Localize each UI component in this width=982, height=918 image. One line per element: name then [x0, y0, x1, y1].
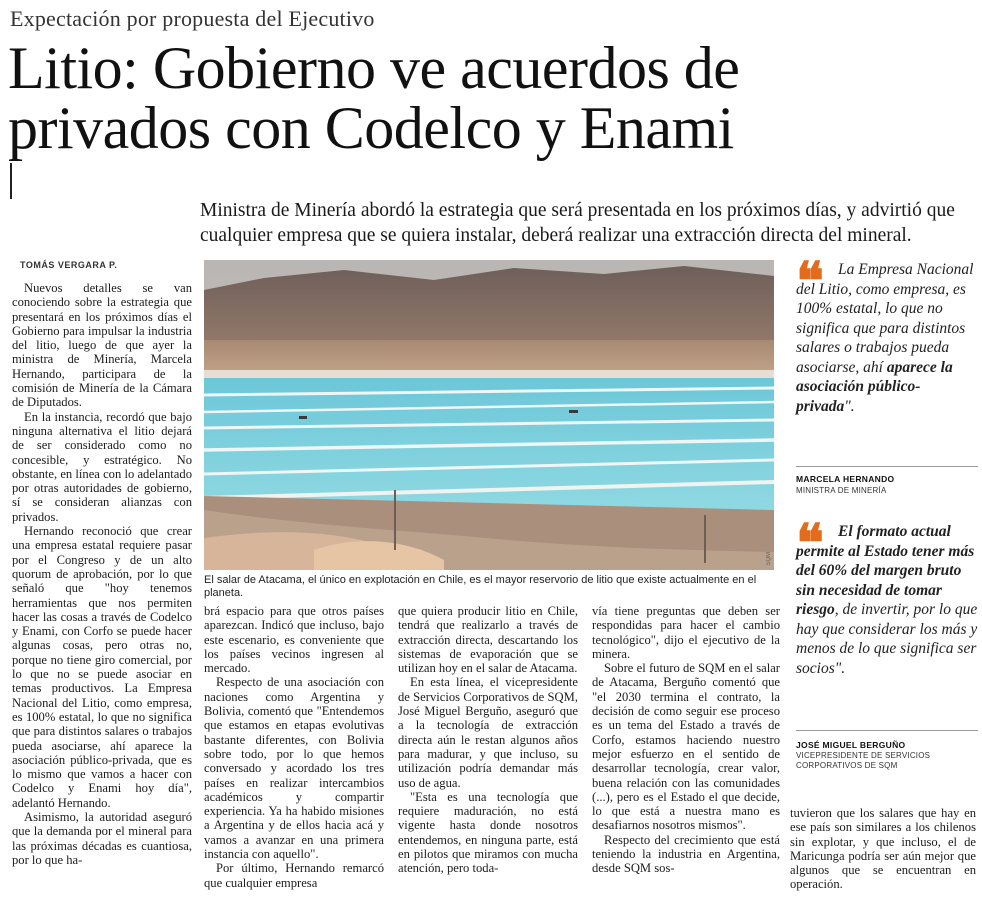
paragraph: En la instancia, recordó que bajo ninguna alternativa el litio dejará de ser considerado como no concesible, y estratégico. No obstante, en línea con lo adelantado por otras autoridades de gobierno, sí se consideran alianzas con privados.: [12, 409, 192, 524]
paragraph: Por último, Hernando remarcó que cualquier empresa: [204, 861, 384, 890]
photo-credit: SQM: [766, 552, 772, 566]
paragraph: En esta línea, el vicepresidente de Servicios Corporativos de SQM, José Miguel Berguño, aseguró que a la tecnología de extracción directa aún le restan algunos años para madurar, y que incluso, su utilización podría demandar más uso de agua.: [398, 675, 578, 790]
paragraph: Hernando reconoció que crear una empresa estatal requiere pasar por el Congreso y de un alto quorum de aprobación, por lo que señaló que "hoy tenemos herramientas que nos permiten hacer las cosas a través de Codelco y Enami, con Corfo se puede hacer algunas cosas, pero otras no, porque no tiene giro comercial, por lo que no se puede asociar en temas productivos. La Empresa Nacional del Litio, como empresa, es 100% estatal, lo que no significa que para distintos salares o trabajos pueda asociarse, ahí aparece la asociación público-privada, que es lo mismo que vamos a hacer con Codelco y Enami hoy día", adelantó Hernando.: [12, 524, 192, 810]
photo-caption: El salar de Atacama, el único en explotación en Chile, es el mayor reservorio de litio que existe actualmente en el planeta.: [204, 574, 757, 599]
quote-attribution-name: JOSÉ MIGUEL BERGUÑO: [796, 740, 906, 750]
quote-mark-icon: ❝: [796, 513, 824, 574]
body-column-5: [790, 806, 976, 892]
quote-text-end: ".: [844, 397, 855, 415]
quote-text-part: , de invertir, por lo que hay que considerar los más y menos de lo que significa ser socios: [796, 601, 978, 677]
body-column-2: [204, 604, 384, 890]
salar-de-atacama-image: [204, 260, 774, 570]
quote-attribution-role-line-1: VICEPRESIDENTE DE SERVICIOS: [796, 751, 931, 760]
headline-line-2: privados con Codelco y Enami: [8, 95, 734, 161]
headline-accent-rule: [10, 163, 12, 199]
quote-attribution-name: MARCELA HERNANDO: [796, 474, 895, 484]
article-headline: [8, 35, 908, 161]
quote-text-emphasis: El formato actual permite al Estado tener más del 60% del margen bruto sin necesidad de tomar riesgo: [796, 523, 975, 618]
pull-quote-1: [796, 251, 978, 416]
paragraph: tuvieron que los salares que hay en ese país son similares a los chilenos sin explotar, y que incluso, el de Maricunga podría ser aún mejor que algunos que se encuentran en operación.: [790, 806, 976, 892]
byline: TOMÁS VERGARA P.: [20, 260, 118, 270]
headline-line-1: Litio: Gobierno ve acuerdos de: [8, 35, 740, 101]
article-photo: [204, 260, 774, 570]
quote-attribution-role-line-2: CORPORATIVOS DE SQM: [796, 761, 898, 770]
quote-attribution-role: MINISTRA DE MINERÍA: [796, 486, 887, 495]
paragraph: Respecto del crecimiento que está teniendo la industria en Argentina, desde SQM sos-: [592, 832, 780, 876]
quote-divider: [796, 466, 978, 467]
paragraph: Respecto de una asociación con naciones como Argentina y Bolivia, comentó que "Entendemos que estamos en etapas evolutivas bastante diferentes, con Bolivia sobre todo, por lo que hemos conversado y acordado los tres países en realizar intercambios académicos y compartir experiencia. Ya ha habido misiones a Argentina y de ellos hacia acá y vamos a avanzar en una primera instancia con aquello".: [204, 675, 384, 862]
quote-text-emphasis: aparece la asociación público-privada: [796, 358, 953, 415]
paragraph: "Esta es una tecnología que requiere maduración, no está vigente hasta donde nosotros entendemos, en ninguna parte, está en pilotos que miramos con mucha atención, pero toda-: [398, 789, 578, 876]
paragraph: Sobre el futuro de SQM en el salar de Atacama, Berguño comentó que "el 2030 termina el contrato, la decisión de como seguir ese proceso es un tema del Estado a través de Corfo, estamos haciendo nuestro mejor esfuerzo en el sentido de desarrollar tecnología, crear valor, buena relación con las comunidades (...), pero es el Estado el que decide, lo que está a nuestra mano es desafiarnos nosotros mismos".: [592, 661, 780, 833]
paragraph: vía tiene preguntas que deben ser respondidas para hacer el cambio tecnológico", dijo el ejecutivo de la minera.: [592, 604, 780, 661]
paragraph: Nuevos detalles se van conociendo sobre la estrategia que presentará en los próximos días el Gobierno para impulsar la industria del litio, luego de que ayer la ministra de Minería, Marcela Hernando, participara de la comisión de Minería de la Cámara de Diputados.: [12, 281, 192, 410]
body-column-4: [592, 604, 780, 876]
quote-text-part: La Empresa Nacional del Litio, como empresa, es 100% estatal, lo que no significa que para distintos salares o trabajos pueda asociarse, ahí: [796, 261, 974, 376]
quote-text-end: ".: [834, 659, 846, 677]
body-column-1: [12, 281, 192, 867]
paragraph: que quiera producir litio en Chile, tendrá que realizarlo a través de extracción directa, descartando los sistemas de evaporación que se utilizan hoy en el salar de Atacama.: [398, 604, 578, 676]
article-kicker: Expectación por propuesta del Ejecutivo: [10, 6, 375, 31]
pull-quote-2: [796, 513, 978, 678]
paragraph: brá espacio para que otros países aparezcan. Indicó que incluso, bajo este escenario, es conveniente que los países vecinos ingresen al mercado.: [204, 604, 384, 676]
article-deck: Ministra de Minería abordó la estrategia que será presentada en los próximos días, y advirtió que cualquier empresa que se quiera instalar, deberá realizar una extracción directa del mineral.: [200, 200, 955, 246]
quote-mark-icon: ❝: [796, 251, 824, 312]
quote-divider: [796, 730, 978, 731]
paragraph: Asimismo, la autoridad aseguró que la demanda por el mineral para las próximas décadas es cuantiosa, por lo que ha-: [12, 809, 192, 867]
body-column-3: [398, 604, 578, 876]
